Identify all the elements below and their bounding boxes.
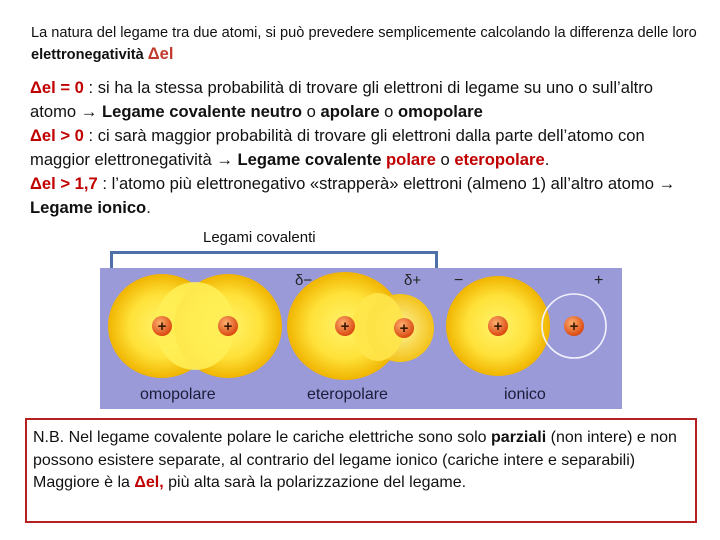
rule-neutral-result-1: Legame covalente neutro	[101, 102, 303, 121]
note-line-2	[33, 472, 689, 495]
rule-neutral	[30, 76, 702, 124]
rule-neutral-result-3: omopolare	[398, 102, 483, 121]
bracket-label: Legami covalenti	[203, 229, 316, 246]
plus-sign: +	[340, 318, 350, 335]
rule-ionic	[30, 172, 702, 220]
note-line-1	[33, 427, 689, 472]
arrow-icon: →	[216, 150, 233, 169]
note-text-1: N.B. Nel legame covalente polare le cariche elettriche sono solo	[33, 429, 492, 446]
delta-minus-label: δ−	[295, 272, 313, 289]
rule-ionic-result-1: Legame ionico	[30, 198, 147, 217]
note-bold-partial: parziali	[491, 429, 547, 446]
label-heteropolar: eteropolare	[307, 386, 388, 403]
rule-ionic-condition: Δel > 1,7	[30, 174, 98, 193]
rule-polar-connector-2: o	[435, 150, 455, 169]
plus-sign: +	[223, 318, 233, 335]
intro-bold-term: elettronegatività	[31, 47, 144, 63]
ion-plus-label: +	[594, 272, 604, 289]
covalent-bracket	[110, 251, 438, 268]
rule-polar-result-1: Legame covalente	[237, 150, 382, 169]
plus-sign: +	[399, 320, 409, 337]
plus-sign: +	[157, 318, 167, 335]
rule-polar-result-3: eteropolare	[454, 150, 545, 169]
rule-ionic-text: : l’atomo più elettronegativo «strapperà» elettroni (almeno 1) all’altro atomo	[97, 174, 659, 193]
intro-paragraph	[31, 23, 701, 66]
bond-diagram-svg	[100, 268, 622, 409]
rule-polar	[30, 124, 702, 172]
intro-text: La natura del legame tra due atomi, si può prevedere semplicemente calcolando la differenza delle loro	[31, 25, 697, 41]
label-homopolar: omopolare	[140, 386, 216, 403]
rule-neutral-text: : si ha la stessa probabilità di trovare gli elettroni di legame su uno o sull’altro atomo	[30, 78, 654, 121]
label-ionic: ionico	[504, 386, 546, 403]
note-box	[25, 418, 697, 523]
arrow-icon: →	[80, 102, 98, 121]
rule-polar-condition: Δel > 0	[30, 126, 84, 145]
note-text-3: Maggiore è la	[33, 474, 135, 491]
ion-minus-label: −	[454, 272, 464, 289]
rule-polar-text: : ci sarà maggior probabilità di trovare gli elettroni dalla parte dell’atomo con maggior elettronegatività	[30, 126, 645, 169]
note-text-2: (non intere) e non possono esistere separate, al contrario del legame ionico (cariche intere e separabili)	[33, 429, 677, 469]
note-text-4: più alta sarà la polarizzazione del legame.	[163, 474, 467, 491]
rule-ionic-ending: .	[146, 198, 151, 217]
plus-sign: +	[569, 318, 579, 335]
plus-sign: +	[493, 318, 503, 335]
arrow-icon: →	[658, 174, 676, 193]
delta-plus-label: δ+	[404, 272, 422, 289]
intro-delta-symbol: Δel	[147, 45, 174, 63]
bond-diagram	[100, 268, 622, 409]
rule-neutral-connector-1: o	[302, 102, 321, 121]
rule-polar-ending: .	[544, 150, 550, 169]
rule-neutral-result-2: apolare	[320, 102, 380, 121]
rules-block	[30, 76, 702, 220]
homopolar-molecule	[108, 274, 282, 378]
rule-neutral-condition: Δel = 0	[30, 78, 84, 97]
rule-polar-result-2: polare	[386, 150, 436, 169]
note-delta-term: Δel,	[134, 474, 164, 491]
rule-neutral-connector-2: o	[379, 102, 398, 121]
